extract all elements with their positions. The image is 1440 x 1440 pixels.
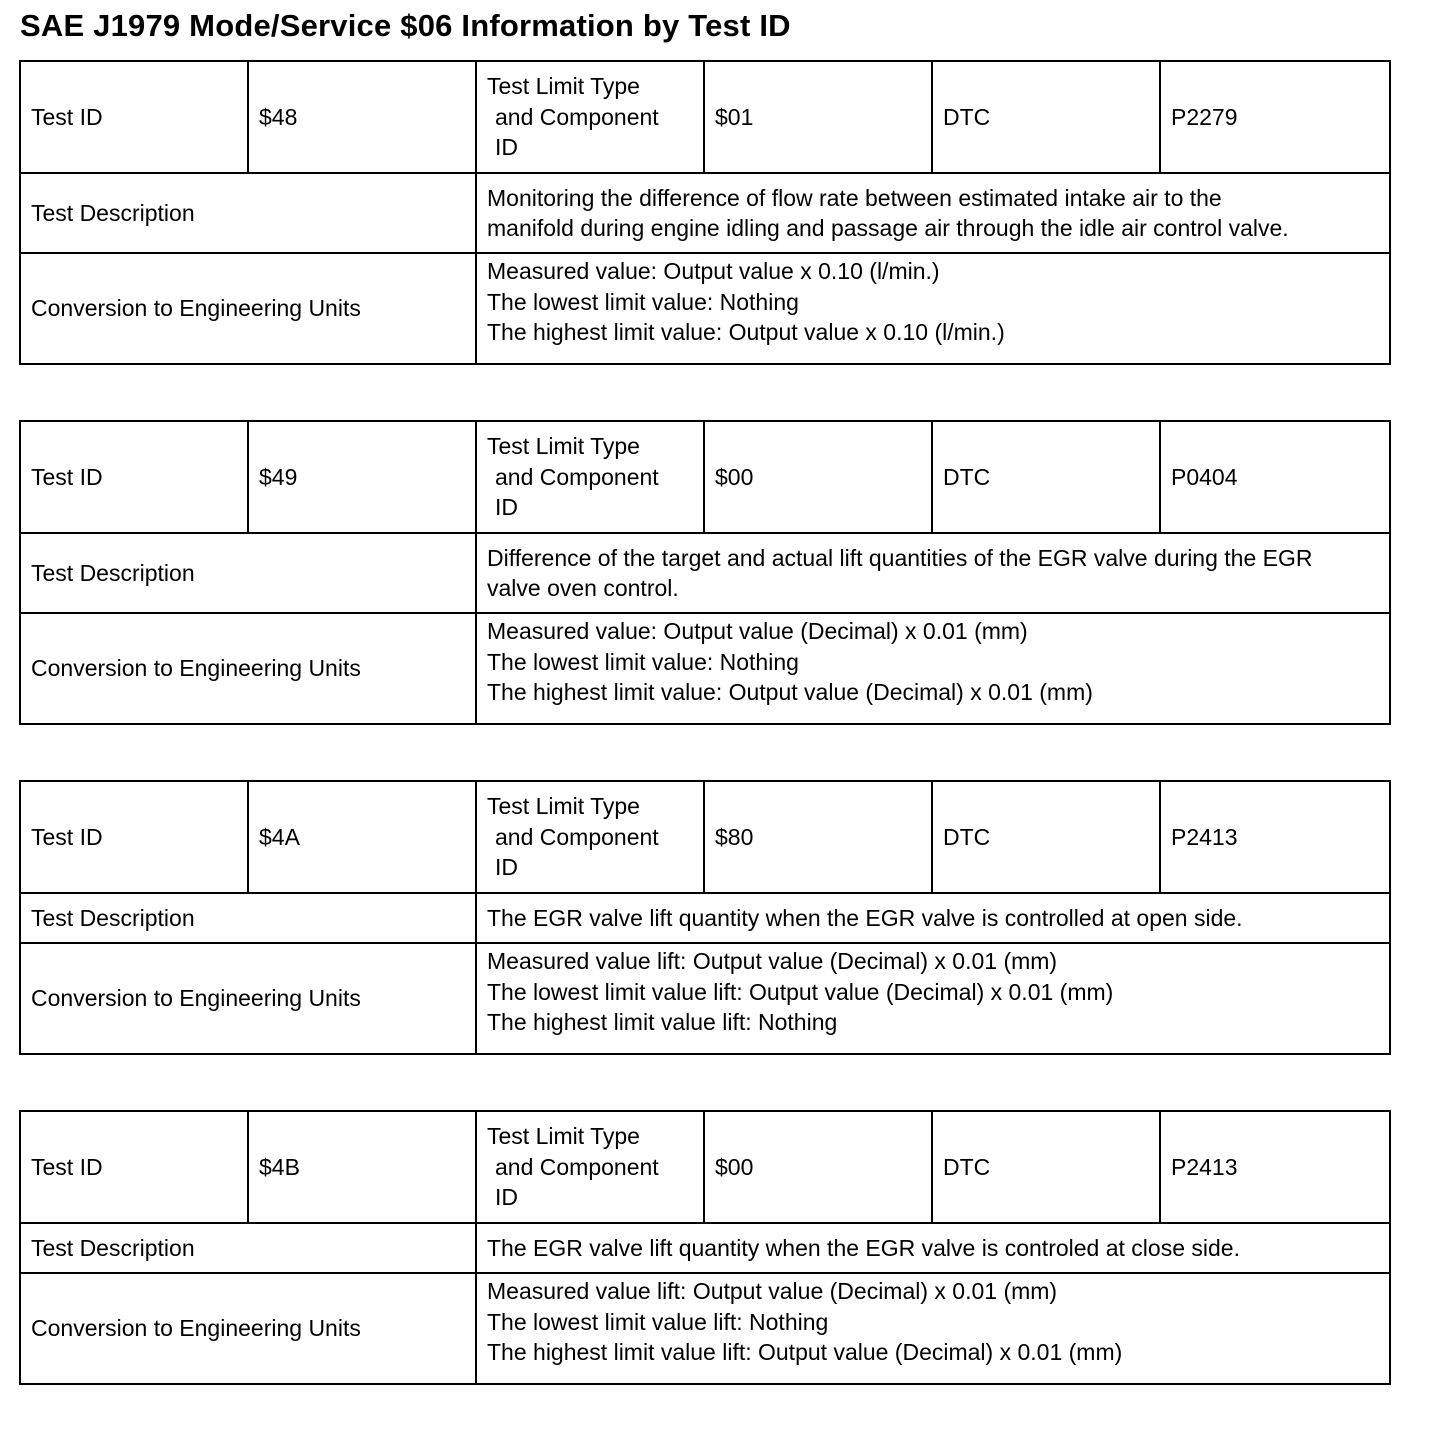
conversion-line: The highest limit value: Output value x 0.10 (l/min.) <box>487 319 1005 345</box>
test-description-row <box>20 173 1390 253</box>
test-id-value: $48 <box>248 61 476 173</box>
test-tables <box>19 60 1389 1440</box>
conversion-label: Conversion to Engineering Units <box>20 613 476 724</box>
limit-type-value: $00 <box>704 1111 932 1223</box>
test-table <box>19 780 1391 1055</box>
dtc-value: P2413 <box>1160 781 1390 893</box>
limit-type-label-line: ID <box>495 854 518 881</box>
limit-type-label-line: ID <box>495 134 518 161</box>
test-id-label: Test ID <box>20 781 248 893</box>
limit-type-label-line: Test Limit Type <box>487 433 640 460</box>
limit-type-label <box>476 61 704 173</box>
test-table <box>19 1110 1391 1385</box>
test-id-row <box>20 421 1390 533</box>
test-id-label: Test ID <box>20 1111 248 1223</box>
description-line: The EGR valve lift quantity when the EGR valve is controled at close side. <box>487 1234 1240 1261</box>
conversion-line: The highest limit value: Output value (Decimal) x 0.01 (mm) <box>487 679 1093 705</box>
test-description-value <box>476 173 1390 253</box>
dtc-value: P2413 <box>1160 1111 1390 1223</box>
conversion-label: Conversion to Engineering Units <box>20 1273 476 1384</box>
limit-type-label-line: Test Limit Type <box>487 793 640 820</box>
dtc-label: DTC <box>932 781 1160 893</box>
conversion-row <box>20 1273 1390 1384</box>
conversion-line: The lowest limit value lift: Nothing <box>487 1308 829 1335</box>
dtc-label: DTC <box>932 61 1160 173</box>
conversion-value <box>476 943 1390 1054</box>
conversion-label: Conversion to Engineering Units <box>20 943 476 1054</box>
limit-type-label-line: and Component <box>495 823 659 850</box>
description-line: Difference of the target and actual lift quantities of the EGR valve during the EGR <box>487 544 1313 571</box>
conversion-line: Measured value: Output value (Decimal) x 0.01 (mm) <box>487 618 1028 644</box>
limit-type-label-line: ID <box>495 494 518 521</box>
test-id-value: $4B <box>248 1111 476 1223</box>
dtc-value: P2279 <box>1160 61 1390 173</box>
limit-type-label-line: and Component <box>495 1153 659 1180</box>
conversion-value <box>476 1273 1390 1384</box>
test-description-value <box>476 533 1390 613</box>
limit-type-label <box>476 421 704 533</box>
description-line: manifold during engine idling and passage air through the idle air control valve. <box>487 215 1289 241</box>
test-id-value: $49 <box>248 421 476 533</box>
conversion-value <box>476 613 1390 724</box>
conversion-line: The lowest limit value lift: Output value (Decimal) x 0.01 (mm) <box>487 978 1114 1005</box>
conversion-line: Measured value lift: Output value (Decimal) x 0.01 (mm) <box>487 948 1058 974</box>
test-description-label: Test Description <box>20 173 476 253</box>
test-id-row <box>20 61 1390 173</box>
dtc-label: DTC <box>932 421 1160 533</box>
description-line: Monitoring the difference of flow rate between estimated intake air to the <box>487 184 1222 211</box>
test-description-row <box>20 1223 1390 1273</box>
limit-type-label <box>476 1111 704 1223</box>
limit-type-label-line: and Component <box>495 463 659 490</box>
conversion-line: The highest limit value lift: Output value (Decimal) x 0.01 (mm) <box>487 1339 1123 1365</box>
test-description-label: Test Description <box>20 893 476 943</box>
test-id-label: Test ID <box>20 61 248 173</box>
test-description-value <box>476 893 1390 943</box>
limit-type-label <box>476 781 704 893</box>
limit-type-label-line: ID <box>495 1184 518 1211</box>
test-table <box>19 60 1391 365</box>
conversion-line: The highest limit value lift: Nothing <box>487 1009 838 1035</box>
conversion-line: The lowest limit value: Nothing <box>487 648 799 675</box>
limit-type-label-line: Test Limit Type <box>487 1123 640 1150</box>
limit-type-value: $80 <box>704 781 932 893</box>
test-id-value: $4A <box>248 781 476 893</box>
conversion-line: Measured value: Output value x 0.10 (l/min.) <box>487 258 940 284</box>
limit-type-value: $01 <box>704 61 932 173</box>
dtc-label: DTC <box>932 1111 1160 1223</box>
conversion-row <box>20 253 1390 364</box>
limit-type-value: $00 <box>704 421 932 533</box>
test-id-label: Test ID <box>20 421 248 533</box>
conversion-line: Measured value lift: Output value (Decimal) x 0.01 (mm) <box>487 1278 1058 1304</box>
limit-type-label-line: Test Limit Type <box>487 73 640 100</box>
test-description-label: Test Description <box>20 533 476 613</box>
description-line: valve oven control. <box>487 575 679 601</box>
conversion-row <box>20 613 1390 724</box>
test-description-row <box>20 893 1390 943</box>
test-description-row <box>20 533 1390 613</box>
conversion-value <box>476 253 1390 364</box>
limit-type-label-line: and Component <box>495 103 659 130</box>
test-id-row <box>20 781 1390 893</box>
test-description-label: Test Description <box>20 1223 476 1273</box>
page-title: SAE J1979 Mode/Service $06 Information by Test ID <box>20 8 791 43</box>
description-line: The EGR valve lift quantity when the EGR valve is controlled at open side. <box>487 904 1243 931</box>
test-table <box>19 420 1391 725</box>
conversion-label: Conversion to Engineering Units <box>20 253 476 364</box>
conversion-line: The lowest limit value: Nothing <box>487 288 799 315</box>
conversion-row <box>20 943 1390 1054</box>
test-description-value <box>476 1223 1390 1273</box>
dtc-value: P0404 <box>1160 421 1390 533</box>
test-id-row <box>20 1111 1390 1223</box>
